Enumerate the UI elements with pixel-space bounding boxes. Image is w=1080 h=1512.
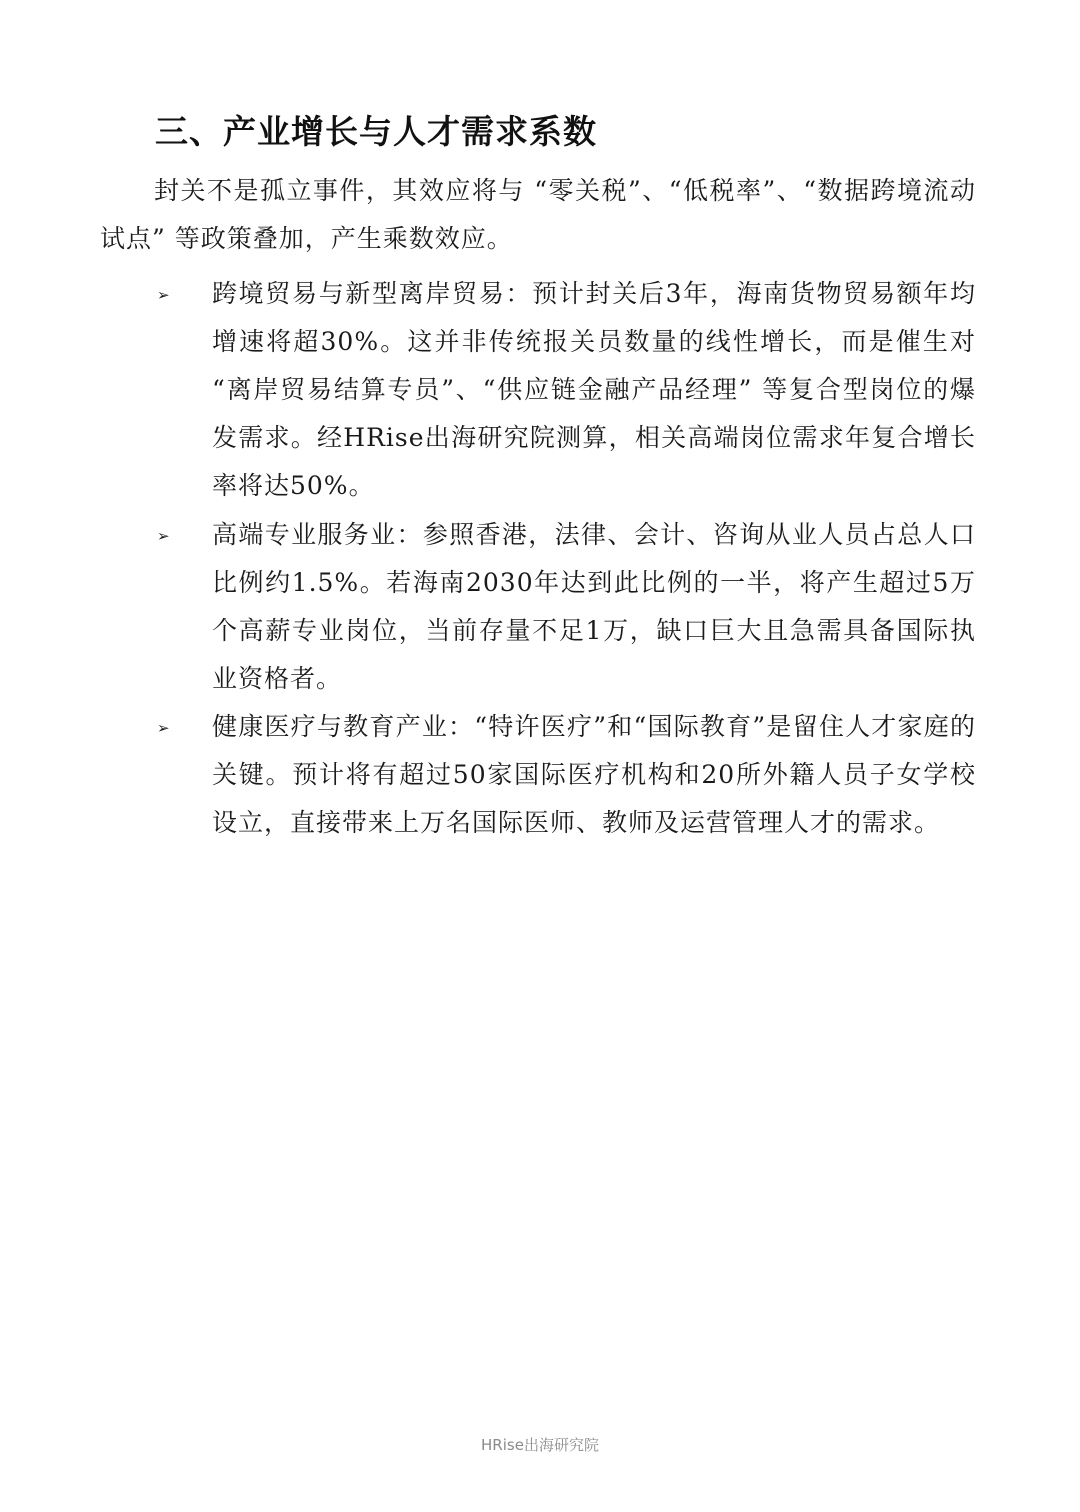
bullet-text-trade: 跨境贸易与新型离岸贸易：预计封关后3年，海南货物贸易额年均增速将超30%。这并非传统报关员数量的线性增长，而是催生对 “离岸贸易结算专员”、“供应链金融产品经理” 等复合型岗位的爆发需求。经HRise出海研究院测算，相关高端岗位需求年复合增长率将达50%。 [212, 279, 976, 500]
bullet-text-services: 高端专业服务业：参照香港，法律、会计、咨询从业人员占总人口比例约1.5%。若海南2030年达到此比例的一半，将产生超过5万个高薪专业岗位，当前存量不足1万，缺口巨大且急需具备国际执业资格者。 [212, 520, 976, 693]
section-heading: 三、产业增长与人才需求系数 [155, 112, 597, 151]
arrow-bullet-icon: ➢ [157, 719, 170, 737]
bullet-text-health-education: 健康医疗与教育产业：“特许医疗”和“国际教育”是留住人才家庭的关键。预计将有超过50家国际医疗机构和20所外籍人员子女学校设立，直接带来上万名国际医师、教师及运营管理人才的需求。 [212, 712, 976, 837]
arrow-bullet-icon: ➢ [157, 286, 170, 304]
arrow-bullet-icon: ➢ [157, 527, 170, 545]
page-footer: HRise出海研究院 [481, 1436, 599, 1454]
intro-paragraph: 封关不是孤立事件，其效应将与 “零关税”、“低税率”、“数据跨境流动试点” 等政策叠加，产生乘数效应。 [100, 176, 976, 253]
